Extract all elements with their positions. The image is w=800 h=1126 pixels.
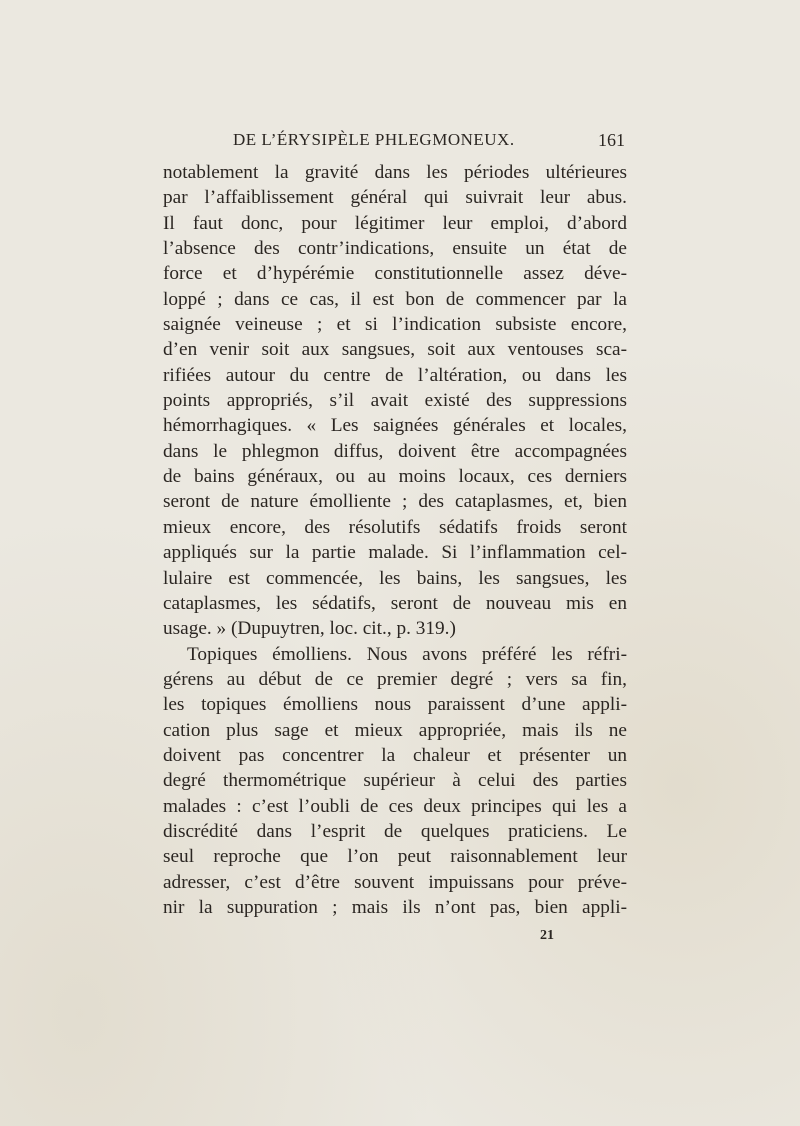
body-text (163, 160, 627, 920)
text-line: seront de nature émolliente ; des cataplasmes, et, bien (163, 491, 627, 513)
text-line: hémorrhagiques. « Les saignées générales et locales, (163, 415, 627, 437)
text-line: cation plus sage et mieux appropriée, mais ils ne (163, 719, 627, 741)
text-line: loppé ; dans ce cas, il est bon de commencer par la (163, 288, 627, 310)
text-line: saignée veineuse ; et si l’indication subsiste encore, (163, 314, 627, 336)
text-line: appliqués sur la partie malade. Si l’inflammation cel- (163, 542, 627, 564)
page-number: 161 (598, 130, 625, 150)
text-line: discrédité dans l’esprit de quelques praticiens. Le (163, 820, 627, 842)
text-line: Il faut donc, pour légitimer leur emploi, d’abord (163, 212, 627, 234)
text-line: seul reproche que l’on peut raisonnablement leur (163, 846, 627, 868)
text-line: mieux encore, des résolutifs sédatifs froids seront (163, 516, 627, 538)
text-line: points appropriés, s’il avait existé des suppressions (163, 390, 627, 412)
text-line: Topiques émolliens. Nous avons préféré les réfri- (187, 643, 627, 665)
text-line: de bains généraux, ou au moins locaux, ces derniers (163, 466, 627, 488)
text-line: d’en venir soit aux sangsues, soit aux ventouses sca- (163, 339, 627, 361)
text-line: malades : c’est l’oubli de ces deux principes qui les a (163, 795, 627, 817)
text-line: rifiées autour du centre de l’altération, ou dans les (163, 364, 627, 386)
text-line: doivent pas concentrer la chaleur et présenter un (163, 744, 627, 766)
text-line: lulaire est commencée, les bains, les sangsues, les (163, 567, 627, 589)
text-line: dans le phlegmon diffus, doivent être accompagnées (163, 440, 627, 462)
text-line: gérens au début de ce premier degré ; vers sa fin, (163, 668, 627, 690)
text-line: force et d’hypérémie constitutionnelle assez déve- (163, 263, 627, 285)
text-line: cataplasmes, les sédatifs, seront de nouveau mis en (163, 592, 627, 614)
text-line: adresser, c’est d’être souvent impuissans pour préve- (163, 871, 627, 893)
running-title: DE L’ÉRYSIPÈLE PHLEGMONEUX. (233, 130, 515, 149)
text-line: par l’affaiblissement général qui suivrait leur abus. (163, 187, 627, 209)
text-line: l’absence des contr’indications, ensuite un état de (163, 238, 627, 260)
text-line: nir la suppuration ; mais ils n’ont pas, bien appli- (163, 896, 627, 918)
signature-mark: 21 (540, 928, 554, 943)
text-line: les topiques émolliens nous paraissent d’une appli- (163, 694, 627, 716)
text-line: notablement la gravité dans les périodes ultérieures (163, 162, 627, 183)
text-line: usage. » (Dupuytren, loc. cit., p. 319.) (163, 618, 456, 640)
text-line: degré thermométrique supérieur à celui des parties (163, 770, 627, 792)
running-head (165, 130, 625, 158)
